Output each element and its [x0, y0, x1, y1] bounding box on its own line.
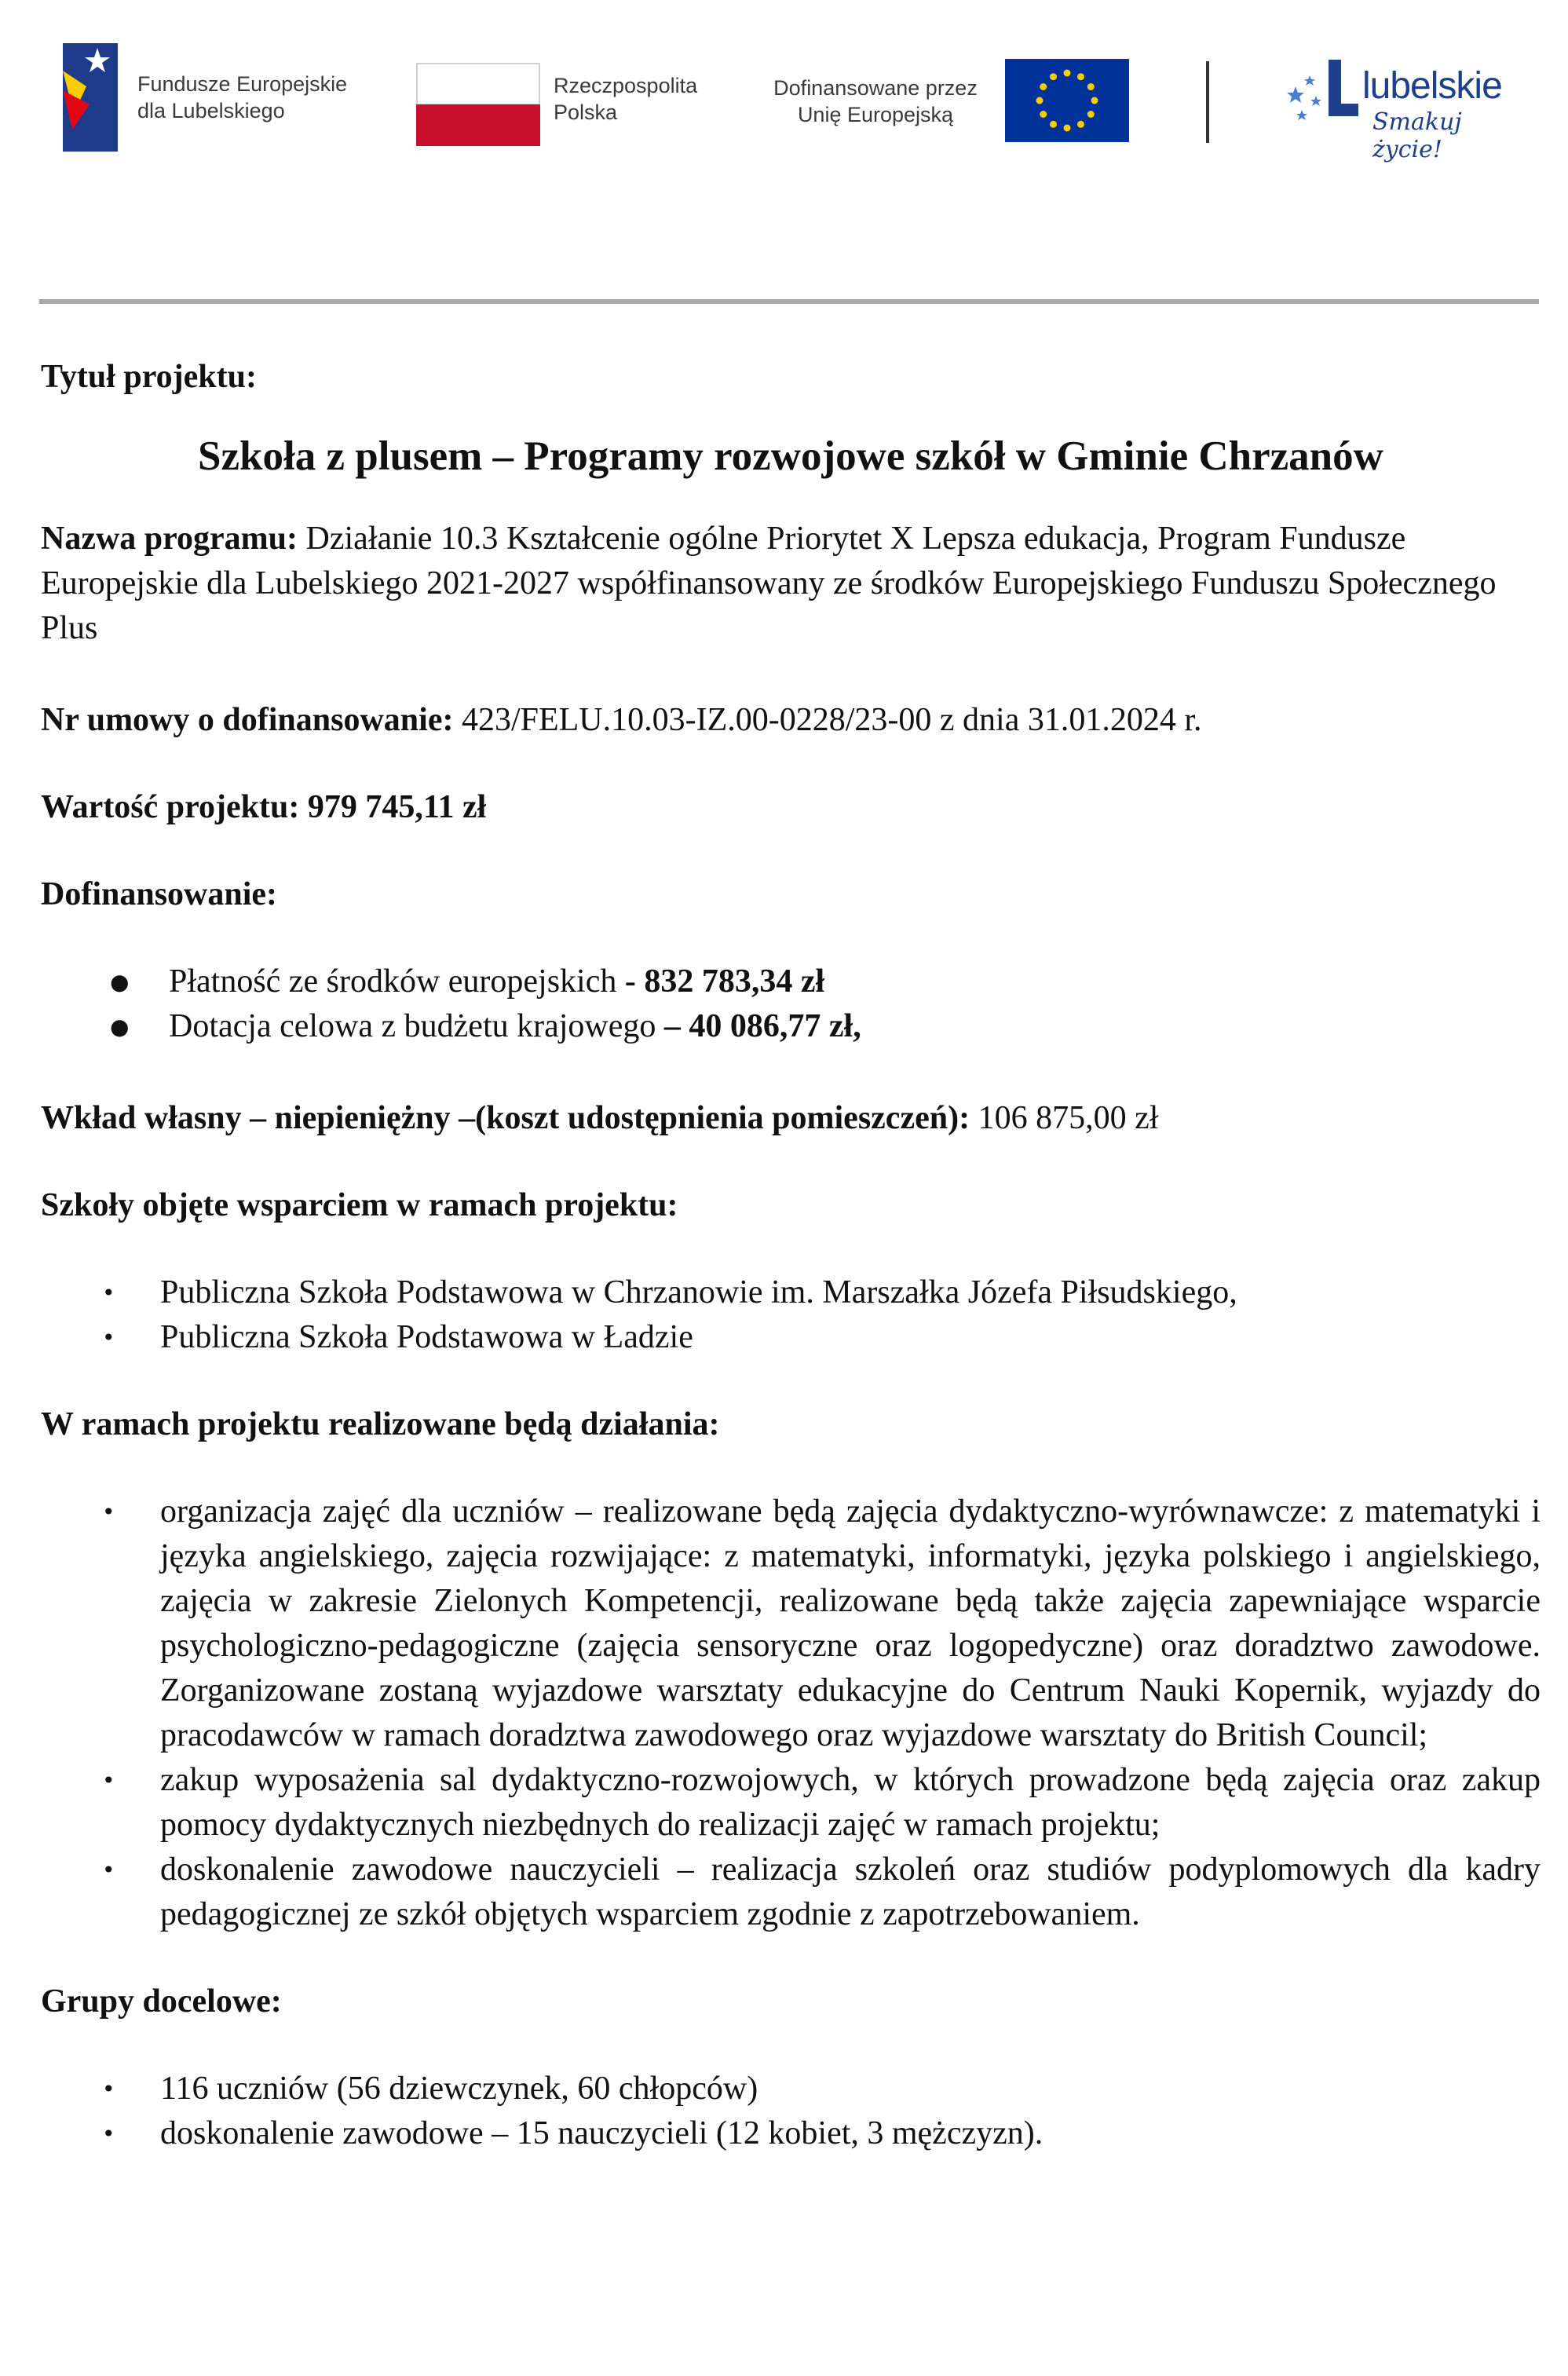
bullet-icon: ● [110, 969, 130, 995]
action-item [41, 1848, 1541, 1937]
targets-list [41, 2067, 1541, 2156]
own-contribution-label: Wkład własny – niepieniężny –(koszt udostępnienia pomieszczeń): [41, 1100, 970, 1136]
action-item-text: doskonalenie zawodowe nauczycieli – realizacja szkoleń oraz studiów podyplomowych dla kadry pedagogicznej ze szkół objętych wsparciem zgodnie z zapotrzebowaniem. [160, 1851, 1541, 1932]
actions-label: W ramach projektu realizowane będą działania: [41, 1406, 720, 1442]
funding-item-amount: – 40 086,77 zł, [663, 1008, 861, 1044]
target-item-text: 116 uczniów (56 dziewczynek, 60 chłopców) [160, 2071, 758, 2107]
contract-paragraph [41, 698, 1541, 743]
project-document [41, 355, 1541, 2156]
eu-funding-logo [754, 59, 1131, 149]
fe-logo-line1: Fundusze Europejskie [137, 72, 348, 96]
rp-logo-text [554, 72, 726, 126]
contract-label: Nr umowy o dofinansowanie: [41, 702, 454, 738]
rp-logo-line1: Rzeczpospolita [554, 74, 698, 97]
fe-logo-line2: dla Lubelskiego [137, 99, 285, 122]
funding-item [41, 1004, 1541, 1049]
lubelskie-logo [1280, 55, 1523, 163]
school-item-text: Publiczna Szkoła Podstawowa w Ładzie [160, 1319, 693, 1355]
bullet-icon: • [102, 2121, 115, 2147]
action-item [41, 1490, 1541, 1758]
funding-label: Dofinansowanie: [41, 876, 278, 912]
lubelskie-brand-text: lubelskie [1362, 65, 1502, 107]
school-item [41, 1270, 1541, 1315]
eu-logo-line1: Dofinansowane przez [773, 76, 978, 100]
funding-list [41, 960, 1541, 1049]
funding-item-amount: - 832 783,34 zł [624, 963, 825, 1000]
action-item [41, 1758, 1541, 1848]
school-item-text: Publiczna Szkoła Podstawowa w Chrzanowie im. Marszałka Józefa Piłsudskiego, [160, 1274, 1237, 1310]
target-item-text: doskonalenie zawodowe – 15 nauczycieli (12 kobiet, 3 mężczyzn). [160, 2115, 1044, 2151]
logo-strip [0, 0, 1568, 204]
own-contribution-value: 106 875,00 zł [970, 1100, 1159, 1136]
own-contribution-paragraph [41, 1096, 1541, 1141]
eu-flag-icon [1005, 59, 1129, 142]
program-value: Działanie 10.3 Kształcenie ogólne Priorytet X Lepsza edukacja, Program Fundusze Europejskie dla Lubelskiego 2021-2027 współfinansowany ze środków Europejskiego Funduszu Społecznego Plus [41, 521, 1497, 646]
target-item [41, 2111, 1541, 2156]
fe-logo-text [137, 71, 397, 124]
funding-item-text: Płatność ze środków europejskich [169, 963, 625, 1000]
schools-list [41, 1270, 1541, 1360]
fundusze-europejskie-logo [63, 43, 393, 157]
bullet-icon: ● [110, 1014, 130, 1040]
school-item [41, 1315, 1541, 1360]
rzeczpospolita-polska-logo [416, 63, 722, 149]
action-item-text: organizacja zajęć dla uczniów – realizowane będą zajęcia dydaktyczno-wyrównawcze: z matematyki i języka angielskiego, zajęcia rozwijające: z matematyki, informatyki, języka polskiego i angielskiego, zajęcia w zakresie Zielonych Kompetencji, realizowane będą także zajęcia zapewniające wsparcie psychologiczno-pedagogiczne (zajęcia sensoryczne oraz logopedyczne) oraz doradztwo zawodowe. Zorganizowane zostaną wyjazdowe warsztaty edukacyjne do Centrum Nauki Kopernik, wyjazdy do pracodawców w ramach doradztwa zawodowego oraz wyjazdowe warsztaty do British Council; [160, 1493, 1541, 1753]
bullet-icon: • [102, 1857, 115, 1883]
header-divider [39, 299, 1539, 304]
contract-value: 423/FELU.10.03-IZ.00-0228/23-00 z dnia 31.01.2024 r. [461, 702, 1202, 738]
actions-list [41, 1490, 1541, 1937]
bullet-icon: • [102, 1280, 115, 1306]
action-item-text: zakup wyposażenia sal dydaktyczno-rozwojowych, w których prowadzone będą zajęcia oraz zakup pomocy dydaktycznych niezbędnych do realizacji zajęć w ramach projektu; [160, 1762, 1541, 1843]
bullet-icon: • [102, 2076, 115, 2102]
funding-item-text: Dotacja celowa z budżetu krajowego [169, 1008, 664, 1044]
polish-flag-icon [416, 63, 540, 146]
project-title: Szkoła z plusem – Programy rozwojowe szkół w Gminie Chrzanów [198, 433, 1383, 479]
targets-label: Grupy docelowe: [41, 1983, 282, 2020]
title-label: Tytuł projektu: [41, 359, 257, 395]
logo-separator [1206, 61, 1209, 143]
lubelskie-slogan-text: Smakuj życie! [1372, 108, 1462, 163]
fe-flag-icon [63, 43, 126, 153]
bullet-icon: • [102, 1499, 115, 1525]
program-label: Nazwa programu: [41, 521, 298, 557]
schools-label: Szkoły objęte wsparciem w ramach projektu: [41, 1187, 678, 1223]
bullet-icon: • [102, 1325, 115, 1351]
funding-item [41, 960, 1541, 1004]
project-value: Wartość projektu: 979 745,11 zł [41, 789, 487, 825]
eu-logo-line2: Unię Europejską [797, 103, 954, 126]
program-paragraph [41, 517, 1541, 651]
target-item [41, 2067, 1541, 2111]
rp-logo-line2: Polska [554, 101, 618, 124]
eu-logo-text [762, 75, 989, 128]
bullet-icon: • [102, 1767, 115, 1793]
lubelskie-mark-icon [1280, 55, 1366, 141]
